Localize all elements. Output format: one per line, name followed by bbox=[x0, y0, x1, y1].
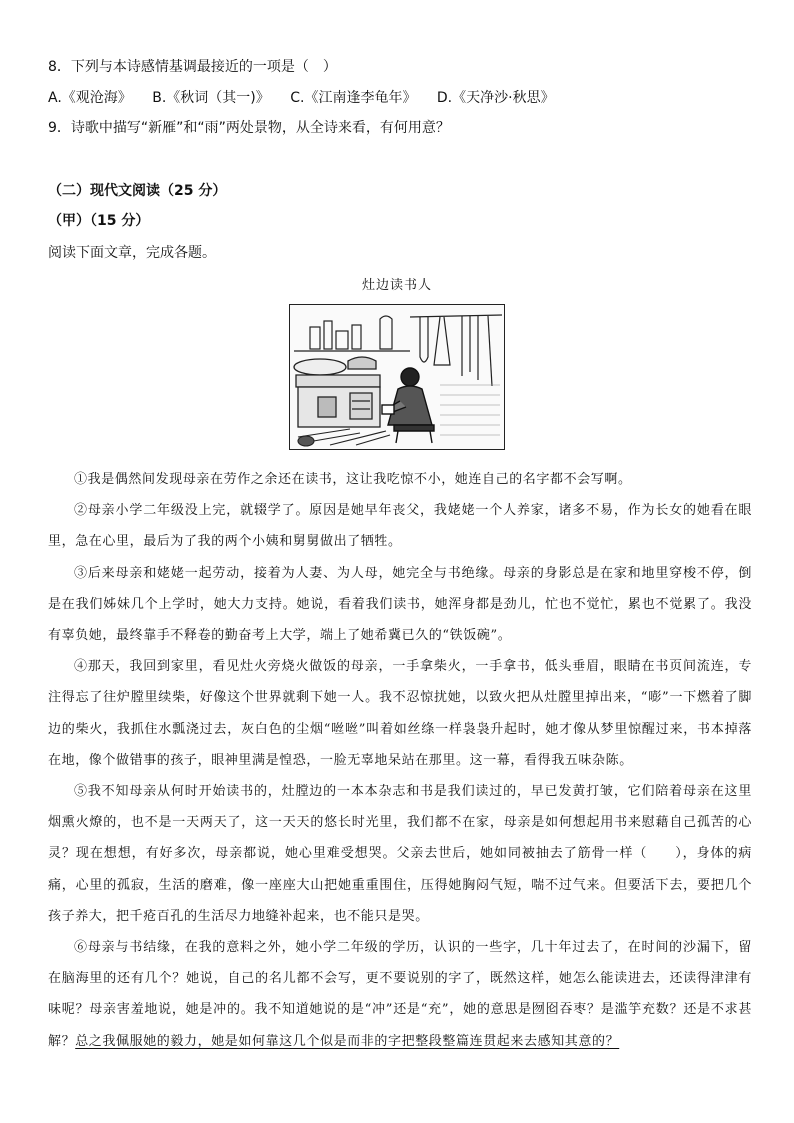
question-8-stem: 8．下列与本诗感情基调最接近的一项是（ ） bbox=[48, 59, 337, 75]
section-subheading: （甲）（15 分） bbox=[48, 213, 150, 229]
article-body bbox=[48, 464, 752, 1057]
underlined-sentence: 总之我佩服她的毅力，她是如何靠这几个似是而非的字把整段整篇连贯起来去感知其意的？ bbox=[75, 1033, 620, 1049]
option-b: B.《秋词（其一)》 bbox=[152, 90, 270, 106]
paragraph-1: ①我是偶然间发现母亲在劳作之余还在读书，这让我吃惊不小，她连自己的名字都不会写啊。 bbox=[74, 472, 632, 487]
question-9-stem: 9．诗歌中描写“新雁”和“雨”两处景物，从全诗来看，有何用意？ bbox=[48, 120, 450, 136]
paragraph-4: ④那天，我回到家里，看见灶火旁烧火做饭的母亲，一手拿柴火，一手拿书，低头垂眉，眼睛在书页间流连，专注得忘了往炉膛里续柴，好像这个世界就剩下她一人。我不忍惊扰她，以致火把从灶膛里掉出来，“嘭”一下燃着了脚边的柴火，我抓住水瓢浇过去，灰白色的尘烟“咝咝”叫着如丝绦一样袅袅升起时，她才像从梦里惊醒过来，书本掉落在地，像个做错事的孩子，眼神里满是惶恐，一脸无辜地呆站在那里。这一幕，看得我五味杂陈。 bbox=[48, 659, 752, 768]
article-title: 灶边读书人 bbox=[361, 278, 432, 293]
section-heading: （二）现代文阅读（25 分） bbox=[48, 183, 227, 199]
question-8-options bbox=[48, 87, 571, 107]
paragraph-5: ⑤我不知母亲从何时开始读书的，灶膛边的一本本杂志和书是我们读过的，早已发黄打皱，它们陪着母亲在这里烟熏火燎的，也不是一天两天了，这一天天的悠长时光里，我们都不在家，母亲是如何想起用书来慰藉自己孤苦的心灵？现在想想，有好多次，母亲都说，她心里难受想哭。父亲去世后，她如同被抽去了筋骨一样（ ），身体的病痛，心里的孤寂，生活的磨难，像一座座大山把她重重围住，压得她胸闷气短，喘不过气来。但要活下去，要把几个孩子养大，把千疮百孔的生活尽力地缝补起来，也不能只是哭。 bbox=[48, 784, 752, 924]
reading-instruction: 阅读下面文章，完成各题。 bbox=[48, 245, 216, 261]
option-d: D.《天净沙·秋思》 bbox=[436, 90, 555, 106]
option-c: C.《江南逢李龟年》 bbox=[290, 90, 417, 106]
option-a: A.《观沧海》 bbox=[48, 90, 132, 106]
mother-reading-by-stove-illustration bbox=[289, 304, 505, 450]
paragraph-6-text: ⑥母亲与书结缘，在我的意料之外，她小学二年级的学历，认识的一些字，几十年过去了，在时间的沙漏下，留在脑海里的还有几个？她说，自己的名儿都不会写，更不要说别的字了，既然这样，她怎么能读进去，还读得津津有味呢？母亲害羞地说，她是冲的。我不知道她说的是“冲”还是“充”，她的意思是囫囵吞枣？是滥竽充数？还是不求甚解？ bbox=[48, 940, 752, 1049]
paragraph-3: ③后来母亲和姥姥一起劳动，接着为人妻、为人母，她完全与书绝缘。母亲的身影总是在家和地里穿梭不停，倒是在我们姊妹几个上学时，她大力支持。她说，看着我们读书，她浑身都是劲儿，忙也不觉忙，累也不觉累了。我没有辜负她，最终靠手不释卷的勤奋考上大学，端上了她希冀已久的“铁饭碗”。 bbox=[48, 565, 752, 644]
paragraph-2: ②母亲小学二年级没上完，就辍学了。原因是她早年丧父，我姥姥一个人养家，诸多不易，作为长女的她看在眼里，急在心里，最后为了我的两个小姨和舅舅做出了牺牲。 bbox=[48, 503, 752, 550]
paragraph-6 bbox=[48, 932, 752, 1057]
